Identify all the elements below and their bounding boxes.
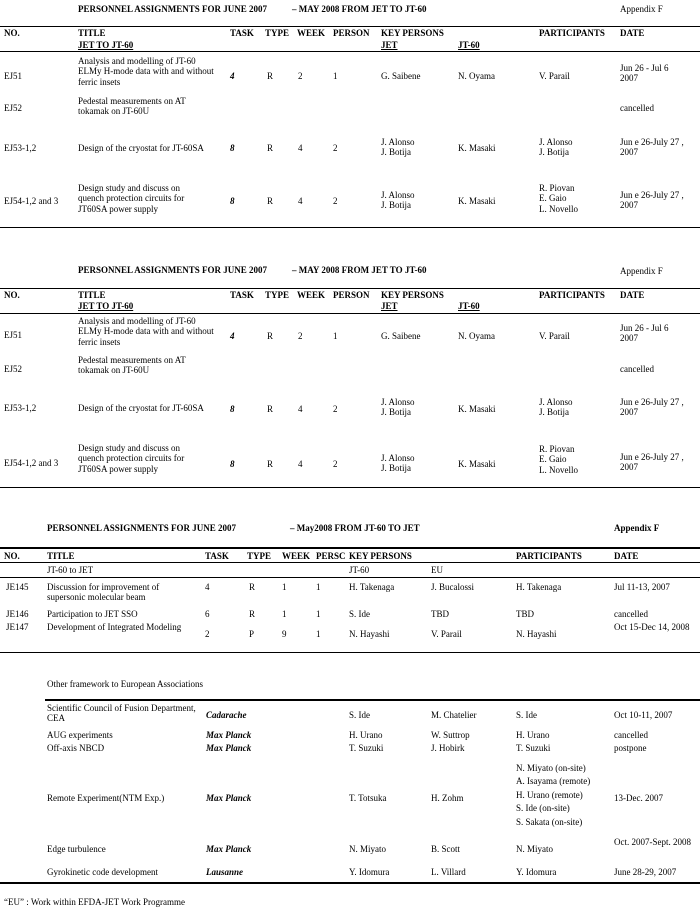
row-task: 4: [230, 331, 235, 341]
row-title: Development of Integrated Modeling: [47, 622, 182, 632]
row-date: cancelled: [620, 103, 654, 113]
row-key-a: J. Alonso J. Botija: [381, 190, 415, 211]
col-date: DATE: [614, 551, 639, 561]
row-date: cancelled: [620, 364, 654, 374]
col-week: WEEK: [297, 290, 326, 300]
row-no: EJ52: [4, 364, 22, 374]
row-place: Max Planck: [206, 743, 252, 753]
row-week: 2: [298, 71, 303, 81]
row-key-b: N. Oyama: [458, 71, 495, 81]
col-type: TYPE: [247, 551, 272, 561]
row-date: Jul 11-13, 2007: [614, 582, 670, 592]
col-type: TYPE: [265, 290, 290, 300]
row-participants: R. Piovan E. Gaio L. Novello: [539, 444, 578, 475]
row-key-b: K. Masaki: [458, 459, 496, 469]
key-a-label: JT-60: [349, 565, 370, 575]
row-participants: N. Miyato (on-site) A. Isayama (remote) H. Urano (remote) S. Ide (on-site) S. Sakata (on-site): [516, 763, 591, 827]
row-type: P: [249, 629, 255, 639]
row-task: 6: [205, 609, 210, 619]
row-type: R: [267, 331, 274, 341]
col-no: NO.: [4, 28, 20, 38]
key-b-label: JT-60: [458, 301, 480, 311]
row-week: 4: [298, 404, 303, 414]
row-key-b: J. Bucalossi: [431, 582, 475, 592]
row-date: Jun e 26-July 27 , 2007: [620, 190, 684, 211]
col-date: DATE: [620, 28, 645, 38]
row-task: 8: [230, 143, 235, 153]
footnote: “EU” : Work within EFDA-JET Work Programme: [4, 897, 186, 907]
row-date: Oct 10-11, 2007: [614, 710, 673, 720]
direction-label: JET TO JT-60: [78, 40, 134, 50]
key-a-label: JET: [381, 40, 398, 50]
row-key-a: S. Ide: [349, 710, 370, 720]
row-key-a: J. Alonso J. Botija: [381, 453, 415, 474]
row-participants: N. Miyato: [516, 844, 553, 854]
row-date: postpone: [614, 743, 647, 753]
row-title: Pedestal measurements on AT tokamak on JT-60U: [78, 355, 186, 376]
row-key-a: H. Takenaga: [349, 582, 395, 592]
row-key-b: B. Scott: [431, 844, 461, 854]
row-title: Discussion for improvement of supersonic molecular beam: [47, 582, 160, 603]
section-heading-tail: – MAY 2008 FROM JET TO JT-60: [292, 265, 427, 275]
row-no: JE146: [6, 609, 29, 619]
section-heading: PERSONNEL ASSIGNMENTS FOR JUNE 2007: [47, 523, 237, 533]
row-person: 2: [333, 404, 338, 414]
row-key-a: H. Urano: [349, 730, 383, 740]
row-date: Jun 26 - Jul 6 2007: [620, 323, 669, 344]
row-participants: V. Parail: [539, 71, 570, 81]
row-week: 4: [298, 196, 303, 206]
row-person: 2: [333, 143, 338, 153]
appendix-label: Appendix F: [620, 4, 663, 14]
row-type: R: [267, 459, 274, 469]
row-title: Off-axis NBCD: [47, 743, 105, 753]
appendix-label: Appendix F: [614, 523, 660, 533]
col-date: DATE: [620, 290, 645, 300]
row-title: Design of the cryostat for JT-60SA: [78, 403, 204, 413]
row-participants: N. Hayashi: [516, 629, 557, 639]
row-person: 2: [333, 459, 338, 469]
row-no: EJ53-1,2: [4, 143, 37, 153]
key-b-label: EU: [431, 565, 443, 575]
row-person: 1: [316, 629, 321, 639]
row-date: Jun e 26-July 27 , 2007: [620, 397, 684, 418]
row-title: Pedestal measurements on AT tokamak on JT-60U: [78, 96, 186, 117]
row-key-a: J. Alonso J. Botija: [381, 137, 415, 158]
row-date: June 28-29, 2007: [614, 867, 677, 877]
direction-label: JET TO JT-60: [78, 301, 134, 311]
col-title: TITLE: [47, 551, 75, 561]
col-no: NO.: [4, 551, 20, 561]
row-key-b: K. Masaki: [458, 196, 496, 206]
row-no: EJ54-1,2 and 3: [4, 458, 59, 468]
row-key-b: N. Oyama: [458, 331, 495, 341]
row-person: 1: [316, 582, 321, 592]
row-key-a: J. Alonso J. Botija: [381, 397, 415, 418]
row-date: Jun 26 - Jul 6 2007: [620, 63, 669, 84]
row-key-b: H. Zohm: [431, 793, 464, 803]
row-place: Max Planck: [206, 844, 252, 854]
row-type: R: [267, 196, 274, 206]
row-type: R: [249, 609, 256, 619]
col-task: TASK: [230, 28, 254, 38]
row-task: 8: [230, 196, 235, 206]
appendix-label: Appendix F: [620, 266, 663, 276]
col-person: PERSON: [333, 290, 370, 300]
col-participants: PARTICIPANTS: [516, 551, 582, 561]
row-person: 2: [333, 196, 338, 206]
row-no: JE145: [6, 582, 29, 592]
direction-label: JT-60 to JET: [47, 565, 94, 575]
row-key-b: J. Hobirk: [431, 743, 465, 753]
col-no: NO.: [4, 290, 20, 300]
col-week: WEEK: [297, 28, 326, 38]
row-type: R: [267, 404, 274, 414]
col-type: TYPE: [265, 28, 290, 38]
row-place: Max Planck: [206, 730, 252, 740]
row-key-b: K. Masaki: [458, 404, 496, 414]
row-no: EJ51: [4, 330, 22, 340]
row-key-b: W. Suttrop: [431, 730, 470, 740]
row-title: Analysis and modelling of JT-60 ELMy H-mode data with and without ferric insets: [78, 56, 214, 87]
row-title: Design study and discuss on quench protection circuits for JT60SA power supply: [78, 183, 185, 214]
row-place: Lausanne: [206, 867, 244, 877]
row-type: R: [267, 143, 274, 153]
row-week: 2: [298, 331, 303, 341]
row-key-b: L. Villard: [431, 867, 466, 877]
row-participants: H. Takenaga: [516, 582, 562, 592]
row-title: Scientific Council of Fusion Department, CEA: [47, 703, 196, 724]
col-participants: PARTICIPANTS: [539, 28, 605, 38]
row-key-a: N. Hayashi: [349, 629, 390, 639]
row-week: 4: [298, 459, 303, 469]
row-title: Participation to JET SSO: [47, 609, 138, 619]
row-participants: S. Ide: [516, 710, 537, 720]
row-key-b: V. Parail: [431, 629, 462, 639]
row-date: Oct. 2007-Sept. 2008: [614, 837, 691, 847]
row-no: EJ54-1,2 and 3: [4, 196, 59, 206]
row-no: EJ52: [4, 103, 22, 113]
row-participants: T. Suzuki: [516, 743, 551, 753]
section-heading: PERSONNEL ASSIGNMENTS FOR JUNE 2007: [78, 4, 268, 14]
row-task: 4: [230, 71, 235, 81]
row-participants: J. Alonso J. Botija: [539, 397, 573, 418]
col-key-persons: KEY PERSONS: [349, 551, 412, 561]
row-participants: H. Urano: [516, 730, 550, 740]
row-key-a: G. Saibene: [381, 71, 421, 81]
row-no: JE147: [6, 622, 29, 632]
row-place: Max Planck: [206, 793, 252, 803]
row-no: EJ53-1,2: [4, 403, 37, 413]
section-heading-tail: – May2008 FROM JT-60 TO JET: [290, 523, 420, 533]
row-participants: Y. Idomura: [516, 867, 557, 877]
row-task: 8: [230, 459, 235, 469]
row-participants: J. Alonso J. Botija: [539, 137, 573, 158]
row-person: 1: [316, 609, 321, 619]
row-date: Jun e 26-July 27 , 2007: [620, 452, 684, 473]
col-task: TASK: [205, 551, 229, 561]
row-date: Oct 15-Dec 14, 2008: [614, 622, 690, 632]
section-heading: PERSONNEL ASSIGNMENTS FOR JUNE 2007: [78, 265, 268, 275]
key-a-label: JET: [381, 301, 398, 311]
row-key-a: Y. Idomura: [349, 867, 390, 877]
row-person: 1: [333, 331, 338, 341]
row-type: R: [249, 582, 256, 592]
other-heading: Other framework to European Associations: [47, 679, 203, 689]
row-week: 9: [282, 629, 287, 639]
row-week: 4: [298, 143, 303, 153]
row-type: R: [267, 71, 274, 81]
row-key-a: N. Miyato: [349, 844, 386, 854]
col-key-persons: KEY PERSONS: [381, 28, 444, 38]
row-key-a: S. Ide: [349, 609, 370, 619]
row-week: 1: [282, 609, 287, 619]
col-participants: PARTICIPANTS: [539, 290, 605, 300]
row-title: AUG experiments: [47, 730, 113, 740]
row-date: cancelled: [614, 609, 648, 619]
row-participants: TBD: [516, 609, 534, 619]
col-title: TITLE: [78, 28, 106, 38]
row-title: Edge turbulence: [47, 844, 106, 854]
row-key-b: TBD: [431, 609, 449, 619]
section-heading-tail: – MAY 2008 FROM JET TO JT-60: [292, 4, 427, 14]
row-title: Gyrokinetic code development: [47, 867, 158, 877]
row-date: 13-Dec. 2007: [614, 793, 663, 803]
row-key-b: K. Masaki: [458, 143, 496, 153]
col-person: PERSON: [333, 28, 370, 38]
row-task: 4: [205, 582, 210, 592]
row-title: Remote Experiment(NTM Exp.): [47, 793, 165, 803]
row-key-b: M. Chatelier: [431, 710, 477, 720]
row-place: Cadarache: [206, 710, 247, 720]
row-task: 8: [230, 404, 235, 414]
row-title: Design study and discuss on quench protection circuits for JT60SA power supply: [78, 443, 185, 474]
key-b-label: JT-60: [458, 40, 480, 50]
row-person: 1: [333, 71, 338, 81]
col-person: PERSC: [316, 551, 346, 561]
col-title: TITLE: [78, 290, 106, 300]
row-no: EJ51: [4, 71, 22, 81]
row-task: 2: [205, 629, 210, 639]
row-participants: R. Piovan E. Gaio L. Novello: [539, 183, 578, 214]
col-task: TASK: [230, 290, 254, 300]
row-title: Analysis and modelling of JT-60 ELMy H-mode data with and without ferric insets: [78, 316, 214, 347]
row-date: cancelled: [614, 730, 648, 740]
row-participants: V. Parail: [539, 331, 570, 341]
col-week: WEEK: [282, 551, 311, 561]
col-key-persons: KEY PERSONS: [381, 290, 444, 300]
row-week: 1: [282, 582, 287, 592]
row-key-a: T. Suzuki: [349, 743, 384, 753]
row-key-a: T. Totsuka: [349, 793, 387, 803]
row-title: Design of the cryostat for JT-60SA: [78, 143, 204, 153]
row-key-a: G. Saibene: [381, 331, 421, 341]
row-date: Jun e 26-July 27 , 2007: [620, 137, 684, 158]
